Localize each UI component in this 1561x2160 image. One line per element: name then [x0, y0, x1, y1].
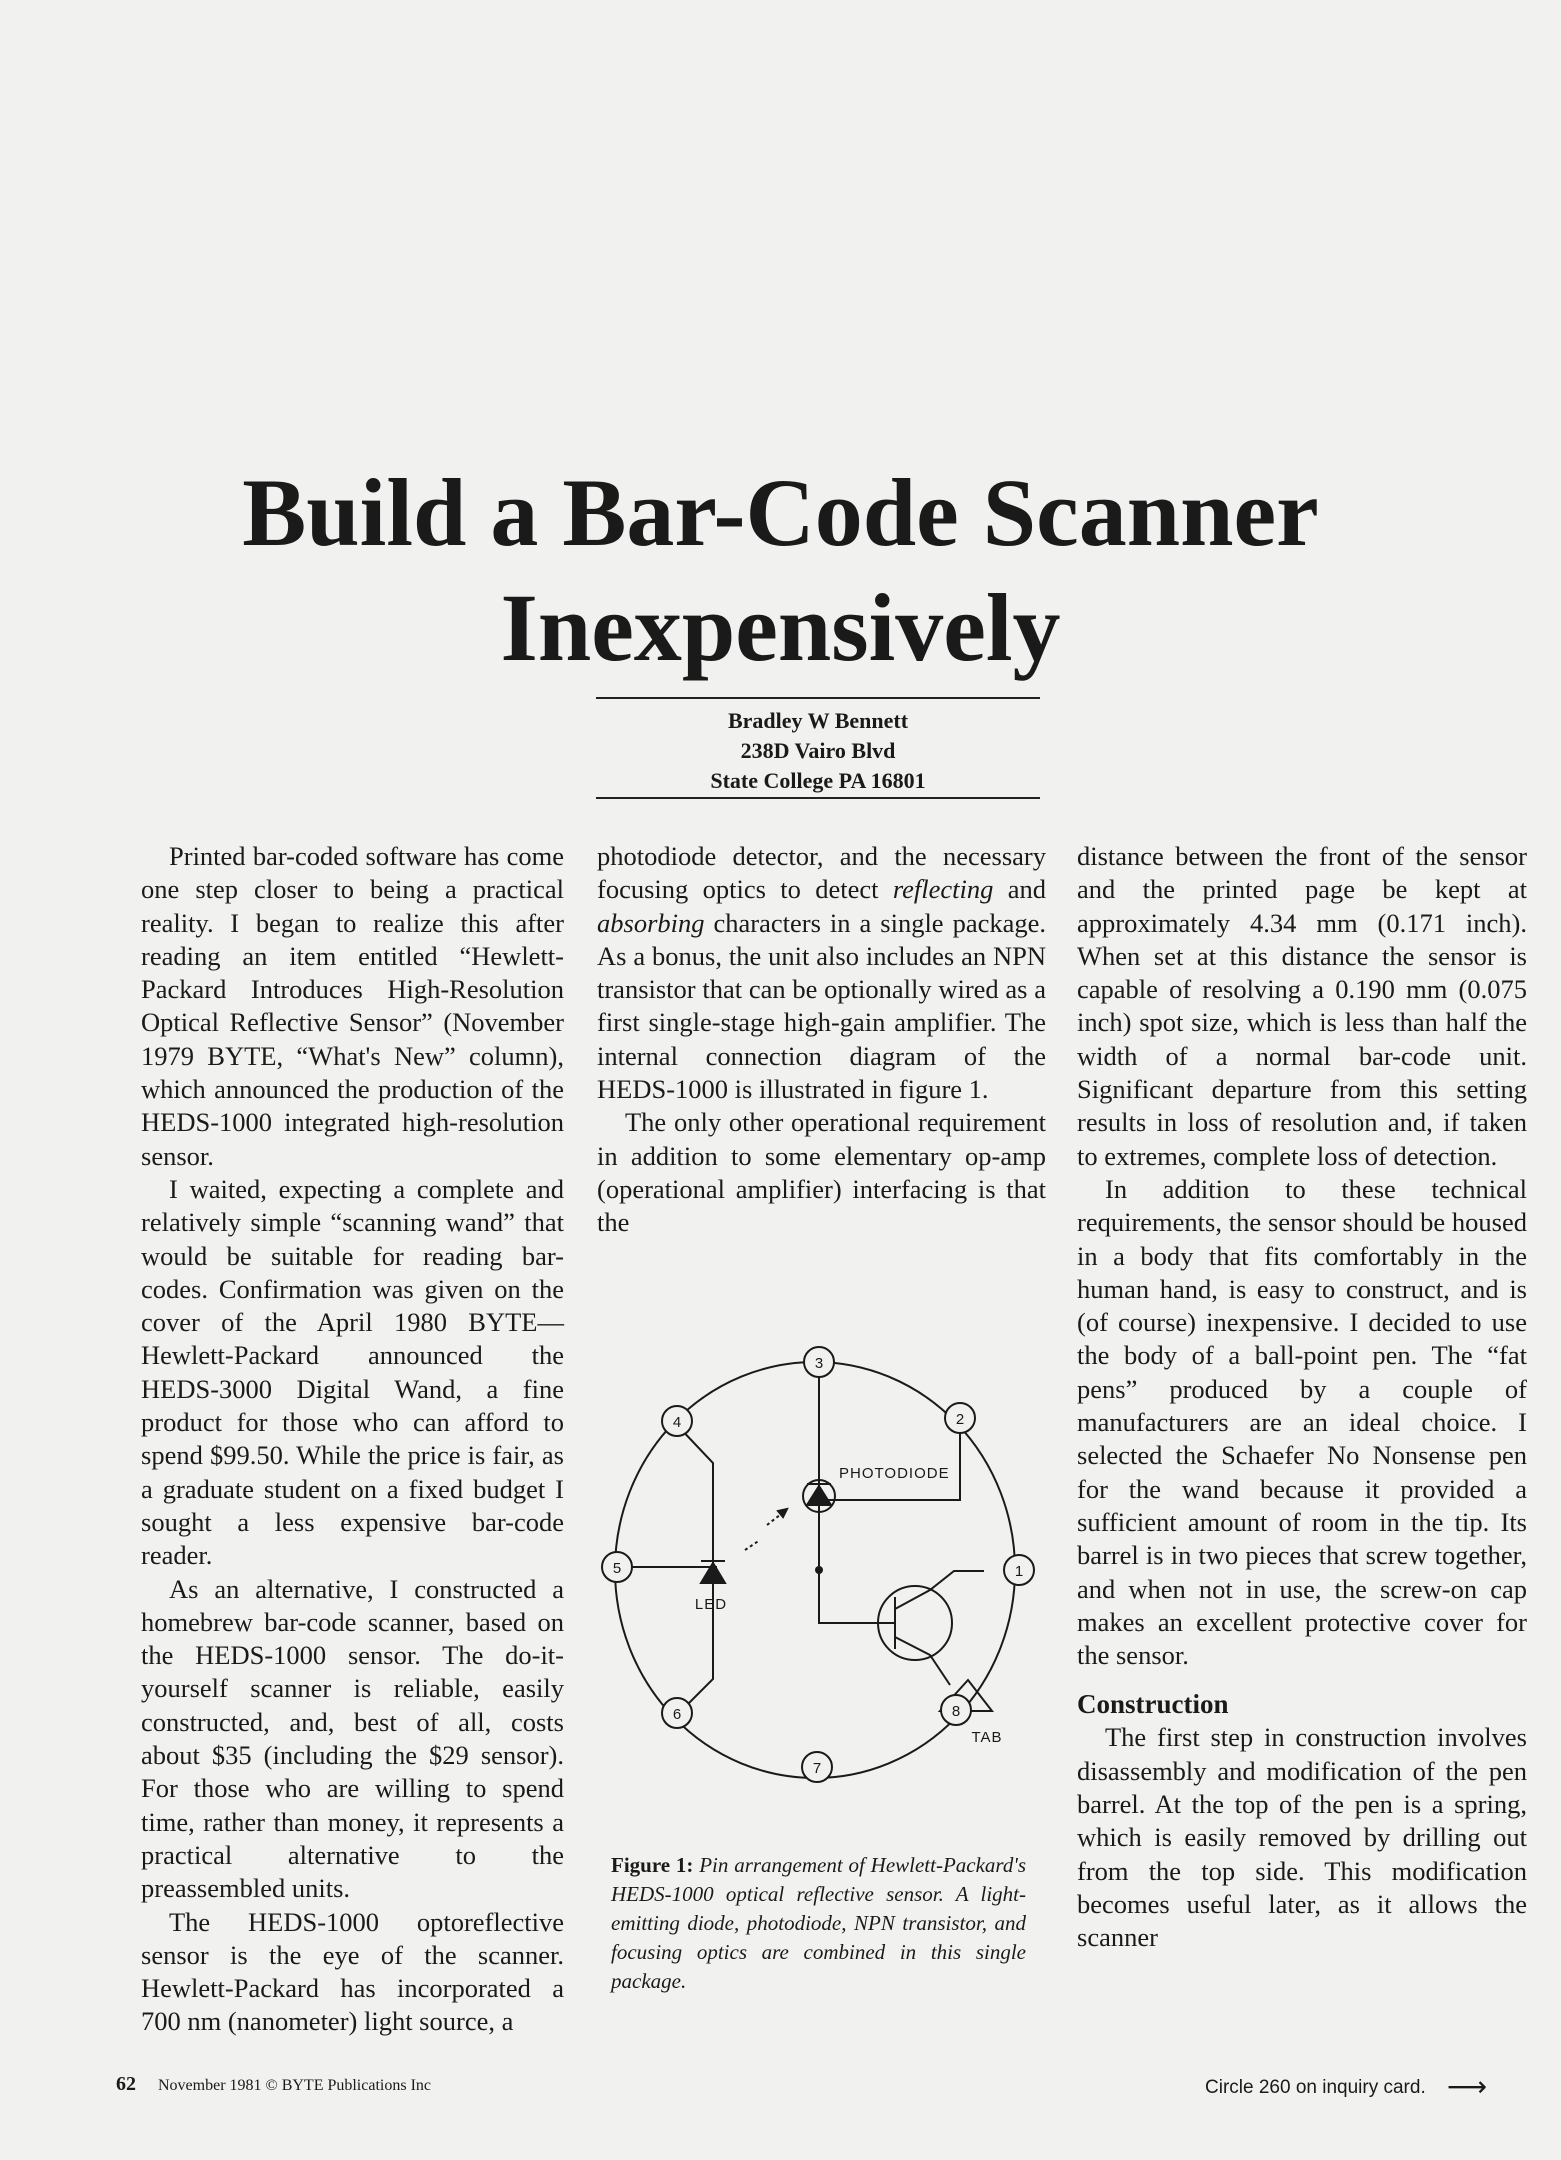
pin-6-label: 6 [672, 1706, 682, 1723]
byline [596, 706, 1040, 796]
pin-3 [804, 1347, 834, 1377]
article-title [0, 455, 1561, 685]
pin-1 [1004, 1555, 1034, 1585]
junction-dot [815, 1566, 823, 1574]
collector-wire [895, 1571, 984, 1609]
paragraph-8: In addition to these technical requirements, the sensor should be housed in a body that fits comfortably in the human hand, is easy to construct, and is (of course) inexpensive. I decided to use the body of a ball-point pen. The “fat pens” produced by a couple of manufacturers are an ideal choice. I selected the Schaefer No Nonsense pen for the wand because it provided a sufficient amount of room in the tip. Its barrel is in two pieces that screw together, and when not in use, the screw-on cap makes an excellent protective cover for the sensor. [1077, 1173, 1527, 1671]
title-line-1: Build a Bar-Code Scanner [242, 459, 1319, 566]
tab-label: TAB [971, 1729, 1003, 1746]
pin-3-label: 3 [814, 1355, 824, 1372]
led-symbol [701, 1561, 725, 1583]
title-line-2: Inexpensively [500, 574, 1061, 681]
pin-8-label: 8 [951, 1703, 961, 1720]
base-wire [819, 1570, 895, 1623]
right-arrow-icon: ⟶ [1447, 2071, 1488, 2102]
led-label: LED [694, 1596, 728, 1613]
paragraph-2: I waited, expecting a complete and relatively simple “scanning wand” that would be suitable for reading bar-codes. Confirmation was given on the cover of the April 1980 BYTE—Hewlett-Packard announced the HEDS-3000 Digital Wand, a fine product for those who can afford to spend $99.50. While the price is fair, as a graduate student on a fixed budget I sought a less expensive bar-code reader. [141, 1173, 564, 1571]
paragraph-7: distance between the front of the sensor and the printed page be kept at approximately 4.34 mm (0.171 inch). When set at this distance the sensor is capable of resolving a 0.190 mm (0.075 inch) spot size, which is less than half the width of a normal bar-code unit. Significant departure from this setting results in loss of resolution and, if taken to extremes, complete loss of detection. [1077, 841, 1527, 1171]
figure-label: Figure 1: [611, 1853, 694, 1877]
column-3 [1077, 840, 1527, 1955]
pin-8 [941, 1695, 971, 1725]
figure-1-caption [611, 1851, 1026, 1996]
pin-7 [802, 1752, 832, 1782]
figure-1-pin-diagram [595, 1345, 1035, 1785]
column-2 [597, 840, 1046, 1240]
photodiode-label: PHOTODIODE [839, 1465, 950, 1482]
paragraph-1: Printed bar-coded software has come one step closer to being a practical reality. I began to realize this after reading an item entitled “Hewlett-Packard Introduces High-Resolution Optical Reflective Sensor” (November 1979 BYTE, “What's New” column), which announced the production of the HEDS-1000 integrated high-resolution sensor. [141, 841, 564, 1171]
led-wire [677, 1425, 713, 1715]
paragraph-5 [597, 840, 1046, 1106]
pin-4 [662, 1406, 692, 1436]
paragraph-5-emphasis-1: reflecting [892, 874, 994, 905]
paragraph-5-text-b: and [993, 874, 1046, 905]
author-address-city: State College PA 16801 [710, 768, 926, 793]
author-name: Bradley W Bennett [727, 708, 909, 733]
pin-2-label: 2 [955, 1411, 965, 1428]
column-1 [141, 840, 564, 2039]
emitter-wire [895, 1637, 950, 1685]
byline-rule-top [596, 697, 1040, 699]
page-number: 62 [116, 2073, 136, 2095]
pin-4-label: 4 [672, 1414, 682, 1431]
issue-credit: November 1981 © BYTE Publications Inc [158, 2077, 431, 2094]
pin-7-label: 7 [812, 1760, 822, 1777]
paragraph-3: As an alternative, I constructed a homebrew bar-code scanner, based on the HEDS-1000 sensor. The do-it-yourself scanner is reliable, easily constructed, and, best of all, costs about $35 (including the $29 sensor). For those who are willing to spend time, rather than money, it represents a practical alternative to the preassembled units. [141, 1573, 564, 1904]
paragraph-5-emphasis-2: absorbing [597, 907, 705, 938]
pin-5-label: 5 [612, 1560, 622, 1577]
author-address-street: 238D Vairo Blvd [740, 738, 896, 763]
paragraph-5-text-c: characters in a single package. As a bonus, the unit also includes an NPN transistor that can be optionally wired as a first single-stage high-gain amplifier. The internal connection diagram of the HEDS-1000 is illustrated in figure 1. [597, 907, 1046, 1105]
inquiry-text: Circle 260 on inquiry card. [1205, 2077, 1426, 2098]
paragraph-4: The HEDS-1000 optoreflective sensor is the eye of the scanner. Hewlett-Packard has incorporated a 700 nm (nanometer) light source, a [141, 1906, 564, 2037]
section-heading-construction: Construction [1077, 1689, 1229, 1720]
page-footer [116, 2073, 431, 2096]
byline-rule-bottom [596, 797, 1040, 799]
pin-2 [945, 1403, 975, 1433]
figure-caption-text: Pin arrangement of Hewlett-Packard's HEDS-1000 optical reflective sensor. A light-emitting diode, photodiode, NPN transistor, and focusing optics are combined in this single package. [611, 1853, 1026, 1993]
light-arrows-icon [745, 1509, 787, 1550]
pin-1-label: 1 [1014, 1563, 1024, 1580]
paragraph-9: The first step in construction involves disassembly and modification of the pen barrel. At the top of the pen is a spring, which is easily removed by drilling out from the top side. This modification becomes useful later, as it allows the scanner [1077, 1722, 1527, 1953]
pin-6 [662, 1698, 692, 1728]
inquiry-note [1205, 2070, 1487, 2103]
pin-2-wire [819, 1418, 960, 1500]
paragraph-6: The only other operational requirement in addition to some elementary op-amp (operational amplifier) interfacing is that the [597, 1107, 1046, 1238]
paragraph-5-text-a: photodiode detector, and the necessary focusing optics to detect [597, 841, 1046, 905]
pin-5 [602, 1552, 632, 1582]
